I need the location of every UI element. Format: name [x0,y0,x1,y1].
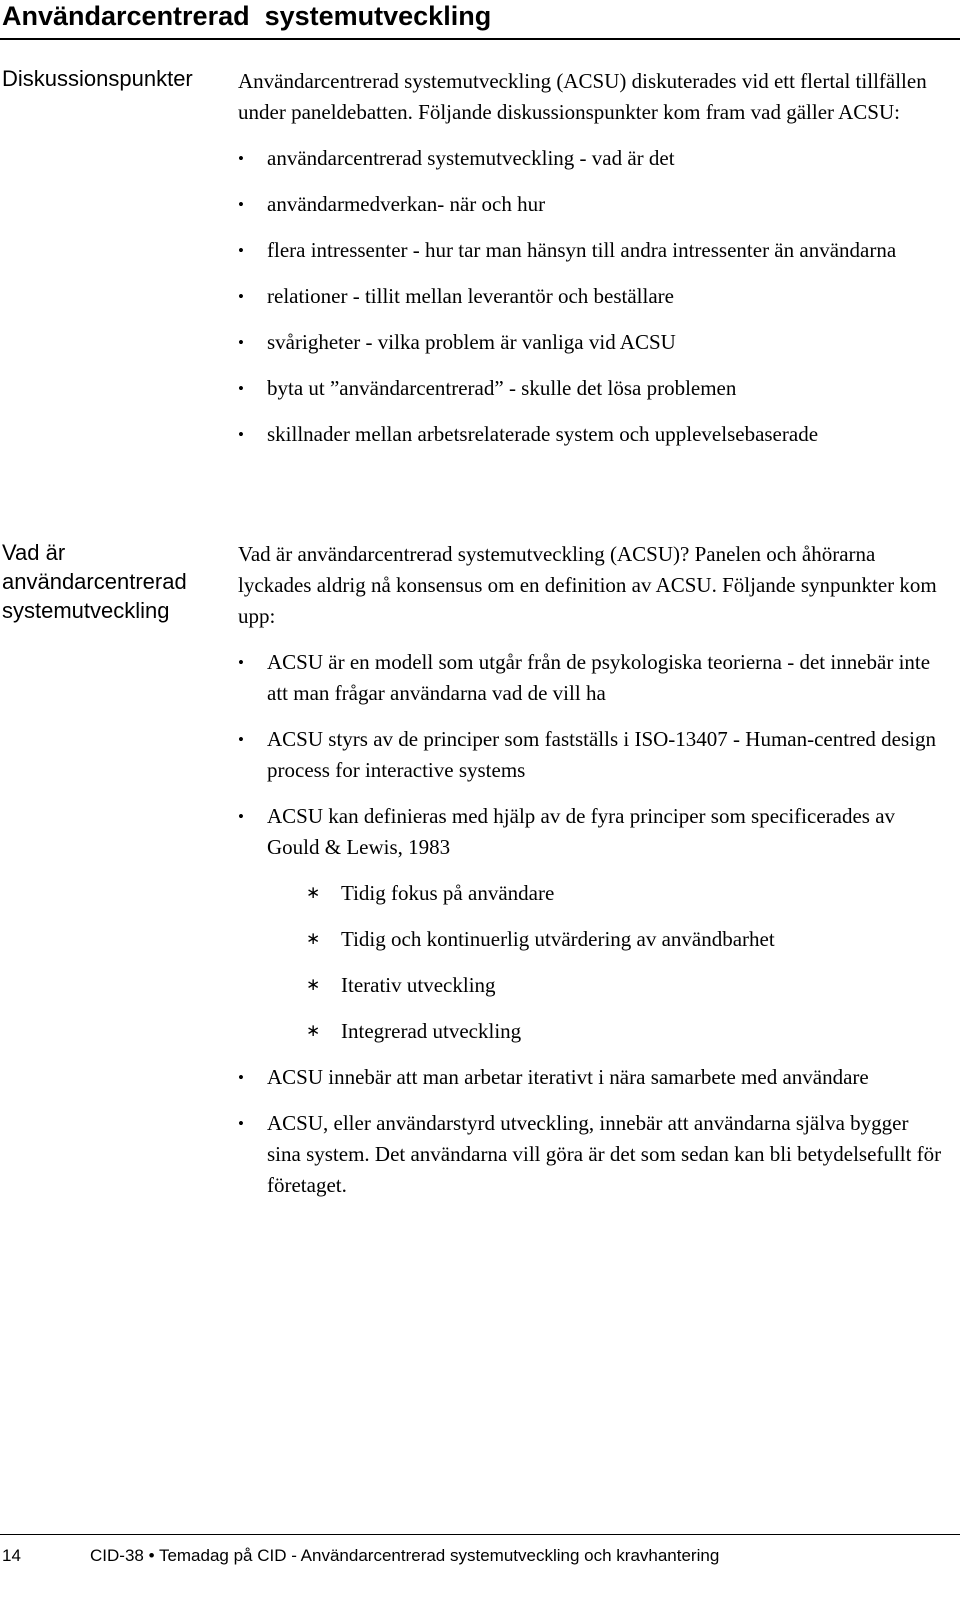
list-item: • användarmedverkan- när och hur [238,189,943,220]
section-heading-diskussionspunkter: Diskussionspunkter [2,66,193,91]
asterisk-glyph: ∗ [306,883,321,903]
bullet-glyph: • [238,333,244,352]
footer-divider [0,1534,960,1535]
asterisk-glyph: ∗ [306,1021,321,1041]
bullet-glyph: • [238,149,244,168]
footer-text: CID-38 • Temadag på CID - Användarcentrerad systemutveckling och kravhantering [90,1546,720,1565]
discussion-intro: Användarcentrerad systemutveckling (ACSU) diskuterades vid ett flertal tillfällen under paneldebatten. Följande diskussionspunkter kom fram vad gäller ACSU: [238,69,927,124]
list-item: • svårigheter - vilka problem är vanliga vid ACSU [238,327,943,358]
list-item: ∗ Tidig fokus på användare [238,878,943,909]
list-item: • ACSU innebär att man arbetar iterativt i nära samarbete med användare [238,1062,943,1093]
asterisk-glyph: ∗ [306,975,321,995]
list-item: • ACSU, eller användarstyrd utveckling, innebär att användarna själva bygger sina system. Det användarna vill göra är det som sedan kan bli betydelsefullt för företaget. [238,1108,943,1201]
bullet-glyph: • [238,730,244,749]
bullet-glyph: • [238,1068,244,1087]
definition-intro: Vad är användarcentrerad systemutveckling (ACSU)? Panelen och åhörarna lyckades aldrig nå konsensus om en definition av ACSU. Följande synpunkter kom upp: [238,542,937,628]
list-item: ∗ Integrerad utveckling [238,1016,943,1047]
section-heading-vad-ar-acsu: Vad är användarcentrerad systemutveckling [2,540,187,623]
page-title: Användarcentrerad systemutveckling [0,0,960,40]
list-item: ∗ Tidig och kontinuerlig utvärdering av användbarhet [238,924,943,955]
bullet-glyph: • [238,1114,244,1133]
section-discussion [238,66,943,450]
list-item: • byta ut ”användarcentrerad” - skulle det lösa problemen [238,373,943,404]
list-item: • skillnader mellan arbetsrelaterade system och upplevelsebaserade [238,419,943,450]
principles-list [238,878,943,1047]
list-item: • flera intressenter - hur tar man hänsyn till andra intressenter än användarna [238,235,943,266]
list-item: • ACSU kan definieras med hjälp av de fyra principer som specificerades av Gould & Lewis, 1983 [238,801,943,863]
bullet-glyph: • [238,379,244,398]
bullet-glyph: • [238,195,244,214]
list-item: ∗ Iterativ utveckling [238,970,943,1001]
definition-bullet-list [238,647,943,863]
page-number: 14 [2,1546,21,1565]
bullet-glyph: • [238,241,244,260]
bullet-glyph: • [238,287,244,306]
definition-bullet-list-2 [238,1062,943,1201]
list-item: • relationer - tillit mellan leverantör och beställare [238,281,943,312]
section-definition [238,539,943,1201]
list-item: • användarcentrerad systemutveckling - vad är det [238,143,943,174]
bullet-glyph: • [238,807,244,826]
discussion-bullet-list [238,143,943,450]
asterisk-glyph: ∗ [306,929,321,949]
list-item: • ACSU är en modell som utgår från de psykologiska teorierna - det innebär inte att man frågar användarna vad de vill ha [238,647,943,709]
bullet-glyph: • [238,425,244,444]
bullet-glyph: • [238,653,244,672]
list-item: • ACSU styrs av de principer som fastställs i ISO-13407 - Human-centred design process for interactive systems [238,724,943,786]
